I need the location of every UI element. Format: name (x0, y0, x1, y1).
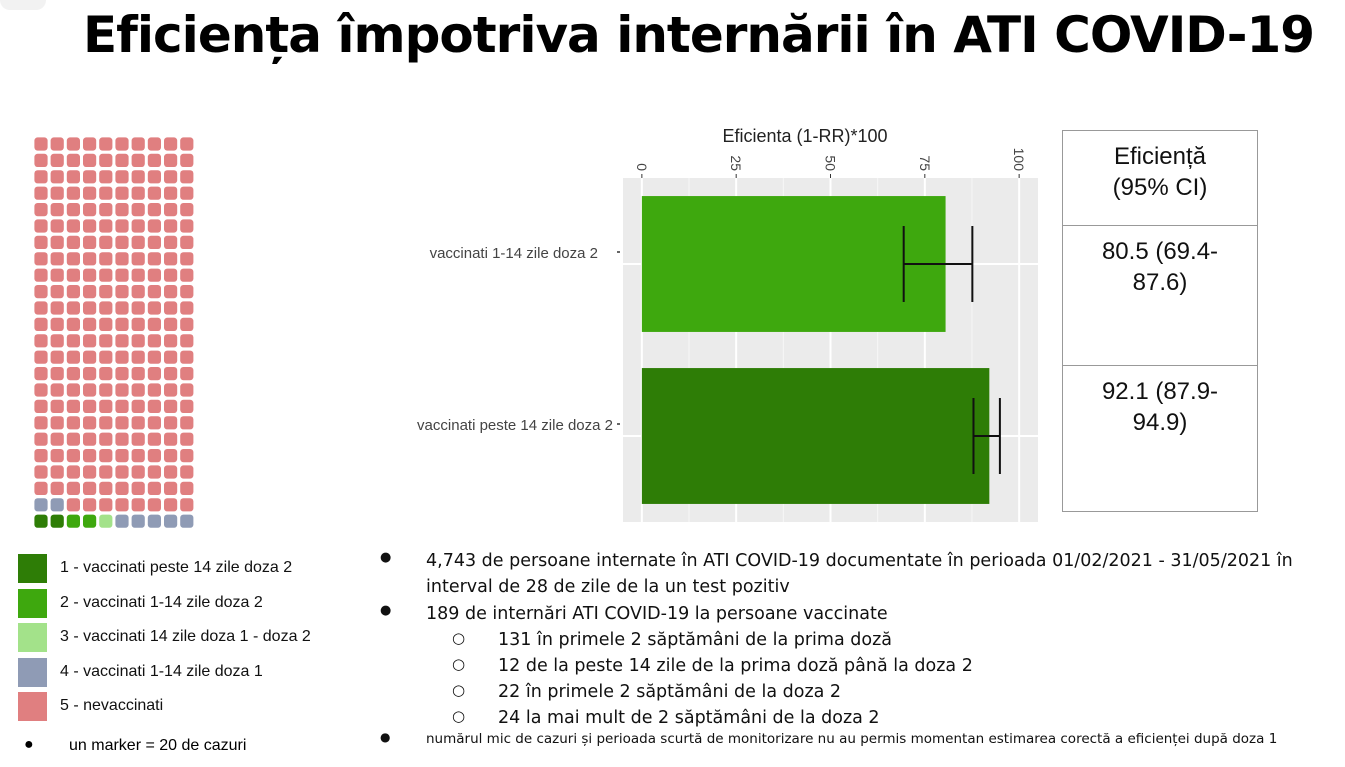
waffle-marker (132, 170, 145, 183)
legend-label: 2 - vaccinati 1-14 zile doza 2 (60, 593, 263, 611)
waffle-marker (180, 252, 193, 265)
waffle-marker (132, 400, 145, 413)
waffle-marker (148, 203, 161, 216)
waffle-marker (132, 383, 145, 396)
waffle-marker (132, 367, 145, 380)
waffle-marker (148, 187, 161, 200)
waffle-marker (180, 285, 193, 298)
waffle-marker (164, 301, 177, 314)
waffle-marker (148, 252, 161, 265)
waffle-marker (148, 482, 161, 495)
waffle-marker (164, 449, 177, 462)
waffle-marker (67, 351, 80, 364)
waffle-marker (180, 219, 193, 232)
waffle-marker (180, 187, 193, 200)
waffle-marker (115, 154, 128, 167)
waffle-marker (99, 498, 112, 511)
waffle-marker (83, 334, 96, 347)
waffle-marker (164, 433, 177, 446)
waffle-marker (132, 269, 145, 282)
legend-swatch (18, 554, 47, 583)
waffle-marker (180, 383, 193, 396)
waffle-marker (132, 482, 145, 495)
waffle-marker (148, 498, 161, 511)
waffle-marker (99, 449, 112, 462)
bar (642, 196, 946, 332)
waffle-marker (51, 334, 64, 347)
waffle-marker (180, 367, 193, 380)
waffle-marker (115, 449, 128, 462)
waffle-marker (34, 351, 47, 364)
waffle-marker (164, 367, 177, 380)
waffle-marker (83, 400, 96, 413)
waffle-marker (164, 482, 177, 495)
waffle-marker (67, 367, 80, 380)
waffle-marker (115, 236, 128, 249)
note-text (426, 729, 1277, 749)
waffle-marker (148, 433, 161, 446)
waffle-marker (34, 367, 47, 380)
waffle-marker (51, 285, 64, 298)
waffle-marker (67, 137, 80, 150)
waffle-marker (34, 416, 47, 429)
waffle-marker (51, 318, 64, 331)
waffle-marker (83, 449, 96, 462)
waffle-marker (164, 498, 177, 511)
note-text (426, 548, 1293, 600)
waffle-marker (148, 154, 161, 167)
waffle-marker (34, 269, 47, 282)
waffle-marker (67, 301, 80, 314)
waffle-marker (34, 482, 47, 495)
ci-table (1062, 130, 1258, 512)
waffle-marker (34, 252, 47, 265)
waffle-marker (115, 285, 128, 298)
waffle-marker (34, 318, 47, 331)
waffle-marker (34, 383, 47, 396)
waffle-marker (67, 515, 80, 528)
waffle-marker (132, 515, 145, 528)
waffle-marker (132, 236, 145, 249)
bullet-icon: ○ (452, 681, 466, 699)
waffle-marker (83, 170, 96, 183)
waffle-marker (34, 449, 47, 462)
waffle-marker (67, 252, 80, 265)
waffle-marker (83, 269, 96, 282)
waffle-marker (99, 236, 112, 249)
waffle-marker (99, 383, 112, 396)
waffle-marker (132, 498, 145, 511)
waffle-marker (67, 170, 80, 183)
waffle-marker (67, 383, 80, 396)
waffle-marker (132, 465, 145, 478)
waffle-marker (164, 203, 177, 216)
waffle-marker (83, 318, 96, 331)
waffle-marker (34, 515, 47, 528)
waffle-marker (180, 465, 193, 478)
note-line: 131 în primele 2 săptămâni de la prima doză (498, 630, 892, 650)
waffle-marker (148, 416, 161, 429)
waffle-marker (99, 170, 112, 183)
ci-table-value-2: 92.1 (87.9-94.9) (1101, 378, 1219, 436)
waffle-marker (164, 154, 177, 167)
waffle-marker (99, 400, 112, 413)
ci-table-header (1063, 131, 1258, 226)
y-tick-label: vaccinati 1-14 zile doza 2 (429, 245, 598, 262)
note-text (498, 679, 841, 705)
waffle-marker (83, 416, 96, 429)
waffle-marker (148, 170, 161, 183)
x-tick-label: 75 (916, 155, 933, 171)
waffle-marker (148, 367, 161, 380)
note-line: 22 în primele 2 săptămâni de la doza 2 (498, 682, 842, 702)
waffle-marker (51, 465, 64, 478)
waffle-marker (67, 269, 80, 282)
y-tick-label: vaccinati peste 14 zile doza 2 (417, 417, 613, 434)
waffle-marker (115, 416, 128, 429)
bar (642, 368, 989, 504)
x-tick-label: 100 (1011, 147, 1028, 171)
waffle-marker (164, 351, 177, 364)
waffle-marker (34, 465, 47, 478)
waffle-marker (51, 301, 64, 314)
waffle-marker (132, 318, 145, 331)
waffle-marker (34, 285, 47, 298)
waffle-marker (115, 515, 128, 528)
waffle-marker (132, 137, 145, 150)
waffle-marker (99, 351, 112, 364)
legend-label: 1 - vaccinati peste 14 zile doza 2 (60, 559, 293, 576)
waffle-marker (51, 187, 64, 200)
waffle-marker (148, 236, 161, 249)
x-tick-label: 50 (822, 155, 839, 171)
note-line: numărul mic de cazuri și perioada scurtă de monitorizare nu au permis momentan estimarea corectă a eficienței după doza 1 (426, 731, 1278, 747)
waffle-marker (180, 203, 193, 216)
page-title: Eficiența împotriva internării în ATI COVID-19 (83, 6, 1315, 64)
waffle-marker (83, 301, 96, 314)
waffle-marker (164, 252, 177, 265)
waffle-marker (67, 334, 80, 347)
waffle-marker (34, 236, 47, 249)
waffle-marker (67, 449, 80, 462)
waffle-marker (34, 170, 47, 183)
waffle-marker (132, 433, 145, 446)
bullet-icon: ○ (452, 655, 466, 673)
waffle-marker (51, 252, 64, 265)
waffle-marker (180, 318, 193, 331)
waffle-marker (99, 219, 112, 232)
waffle-marker (115, 318, 128, 331)
waffle-marker (115, 203, 128, 216)
waffle-marker (83, 137, 96, 150)
waffle-marker (164, 465, 177, 478)
waffle-marker (148, 334, 161, 347)
waffle-marker (99, 187, 112, 200)
waffle-marker (34, 219, 47, 232)
note-line: interval de 28 de zile de la un test pozitiv (426, 577, 790, 597)
waffle-marker (148, 318, 161, 331)
waffle-marker (115, 433, 128, 446)
waffle-marker (51, 515, 64, 528)
waffle-marker (148, 269, 161, 282)
waffle-marker (180, 269, 193, 282)
waffle-marker (180, 515, 193, 528)
waffle-marker (51, 170, 64, 183)
waffle-marker (83, 482, 96, 495)
waffle-marker (164, 137, 177, 150)
waffle-marker (83, 351, 96, 364)
waffle-marker (51, 367, 64, 380)
waffle-marker (115, 170, 128, 183)
waffle-marker (99, 416, 112, 429)
waffle-marker (99, 367, 112, 380)
waffle-marker (67, 203, 80, 216)
legend-swatch (18, 623, 47, 652)
waffle-marker (180, 236, 193, 249)
waffle-marker (148, 351, 161, 364)
waffle-marker (99, 269, 112, 282)
waffle-marker (115, 367, 128, 380)
waffle-marker (34, 400, 47, 413)
waffle-marker (99, 154, 112, 167)
waffle-marker (115, 301, 128, 314)
waffle-marker (148, 465, 161, 478)
waffle-marker (99, 137, 112, 150)
waffle-marker (51, 433, 64, 446)
waffle-marker (67, 416, 80, 429)
bullet-icon: ● (380, 550, 392, 565)
waffle-marker (83, 203, 96, 216)
ci-table-row (1063, 366, 1258, 512)
waffle-marker (164, 219, 177, 232)
waffle-marker (148, 515, 161, 528)
waffle-marker (180, 137, 193, 150)
waffle-marker (99, 301, 112, 314)
waffle-marker (83, 219, 96, 232)
waffle-marker (83, 433, 96, 446)
waffle-marker (148, 383, 161, 396)
waffle-marker (164, 170, 177, 183)
note-text (498, 627, 892, 653)
waffle-marker (99, 203, 112, 216)
waffle-marker (99, 433, 112, 446)
note-text (498, 653, 973, 679)
bullet-icon: ○ (452, 707, 466, 725)
x-tick-label: 0 (633, 163, 650, 171)
waffle-marker (83, 236, 96, 249)
waffle-marker (115, 400, 128, 413)
waffle-marker (164, 334, 177, 347)
waffle-marker (164, 515, 177, 528)
waffle-marker (99, 285, 112, 298)
waffle-marker (51, 498, 64, 511)
waffle-marker (115, 465, 128, 478)
waffle-marker (83, 465, 96, 478)
waffle-marker (132, 449, 145, 462)
waffle-marker (83, 367, 96, 380)
waffle-marker (132, 187, 145, 200)
legend-label: 3 - vaccinati 14 zile doza 1 - doza 2 (60, 628, 311, 646)
waffle-marker (67, 219, 80, 232)
bullet-icon: ● (24, 736, 34, 753)
waffle-marker (99, 334, 112, 347)
waffle-marker (67, 154, 80, 167)
legend-swatch (18, 692, 47, 721)
note-line: 24 la mai mult de 2 săptămâni de la doza 2 (498, 708, 880, 728)
waffle-marker (34, 498, 47, 511)
waffle-marker (180, 334, 193, 347)
waffle-marker (148, 301, 161, 314)
waffle-marker (51, 219, 64, 232)
waffle-marker (115, 219, 128, 232)
waffle-marker (51, 351, 64, 364)
waffle-marker (132, 301, 145, 314)
note-line: 189 de internări ATI COVID-19 la persoane vaccinate (426, 604, 888, 624)
waffle-marker (34, 433, 47, 446)
waffle-marker (83, 498, 96, 511)
ci-table-value-1: 80.5 (69.4-87.6) (1101, 238, 1219, 296)
waffle-marker (115, 383, 128, 396)
waffle-marker (51, 154, 64, 167)
bullet-icon: ● (380, 730, 391, 744)
waffle-marker (51, 203, 64, 216)
waffle-marker (148, 219, 161, 232)
waffle-marker (180, 351, 193, 364)
waffle-marker (115, 269, 128, 282)
waffle-marker (115, 334, 128, 347)
waffle-marker (148, 449, 161, 462)
waffle-marker (132, 334, 145, 347)
bullet-icon: ● (380, 603, 392, 618)
waffle-marker (34, 334, 47, 347)
waffle-marker (164, 318, 177, 331)
waffle-marker (83, 187, 96, 200)
waffle-marker (99, 515, 112, 528)
waffle-marker (67, 498, 80, 511)
waffle-marker (148, 137, 161, 150)
waffle-marker (83, 515, 96, 528)
waffle-marker (164, 236, 177, 249)
waffle-marker (99, 252, 112, 265)
note-text (498, 705, 880, 731)
waffle-marker (51, 400, 64, 413)
note-line: 4,743 de persoane internate în ATI COVID-19 documentate în perioada 01/02/2021 - 31/05/2021 în (426, 551, 1293, 571)
waffle-marker (164, 187, 177, 200)
waffle-marker (180, 449, 193, 462)
waffle-marker (180, 170, 193, 183)
waffle-marker (132, 351, 145, 364)
note-text (426, 601, 888, 627)
ci-table-row (1063, 226, 1258, 366)
waffle-marker (51, 416, 64, 429)
waffle-marker (164, 285, 177, 298)
waffle-marker (67, 465, 80, 478)
legend-label: 4 - vaccinati 1-14 zile doza 1 (60, 662, 263, 680)
waffle-marker (132, 252, 145, 265)
waffle-marker (132, 285, 145, 298)
waffle-marker (83, 252, 96, 265)
efficacy-bar-chart (380, 115, 1060, 535)
waffle-marker (51, 449, 64, 462)
waffle-marker (132, 416, 145, 429)
waffle-chart (0, 0, 210, 540)
waffle-marker (180, 400, 193, 413)
waffle-marker (180, 416, 193, 429)
waffle-marker (132, 203, 145, 216)
legend-label: 5 - nevaccinati (60, 697, 164, 715)
waffle-marker (99, 482, 112, 495)
legend-swatch (18, 658, 47, 687)
bullet-icon: ○ (452, 629, 466, 647)
waffle-marker (99, 318, 112, 331)
chart-title: Eficienta (1-RR)*100 (722, 126, 888, 146)
waffle-marker (51, 137, 64, 150)
waffle-marker (34, 154, 47, 167)
marker-note-text: un marker = 20 de cazuri (69, 737, 247, 754)
waffle-marker (34, 137, 47, 150)
waffle-marker (67, 433, 80, 446)
waffle-marker (164, 383, 177, 396)
waffle-marker (180, 482, 193, 495)
waffle-marker (67, 318, 80, 331)
waffle-marker (51, 383, 64, 396)
waffle-marker (83, 285, 96, 298)
waffle-marker (132, 154, 145, 167)
waffle-marker (115, 187, 128, 200)
waffle-marker (164, 416, 177, 429)
waffle-marker (115, 137, 128, 150)
waffle-marker (148, 285, 161, 298)
waffle-marker (51, 236, 64, 249)
ci-table-header-text: Eficiență (95% CI) (1112, 143, 1208, 201)
x-tick-label: 25 (728, 155, 745, 171)
waffle-marker (67, 482, 80, 495)
waffle-marker (34, 301, 47, 314)
waffle-marker (34, 187, 47, 200)
note-line: 12 de la peste 14 zile de la prima doză până la doza 2 (498, 656, 973, 676)
waffle-marker (115, 252, 128, 265)
waffle-marker (164, 269, 177, 282)
waffle-marker (148, 400, 161, 413)
waffle-marker (180, 301, 193, 314)
waffle-marker (99, 465, 112, 478)
waffle-marker (83, 154, 96, 167)
waffle-marker (67, 236, 80, 249)
waffle-marker (51, 269, 64, 282)
legend-swatch (18, 589, 47, 618)
waffle-marker (67, 400, 80, 413)
waffle-marker (180, 154, 193, 167)
waffle-marker (115, 351, 128, 364)
waffle-marker (83, 383, 96, 396)
waffle-marker (132, 219, 145, 232)
waffle-marker (115, 498, 128, 511)
waffle-marker (164, 400, 177, 413)
waffle-marker (180, 498, 193, 511)
waffle-marker (115, 482, 128, 495)
waffle-marker (67, 187, 80, 200)
waffle-marker (51, 482, 64, 495)
waffle-marker (34, 203, 47, 216)
waffle-marker (67, 285, 80, 298)
waffle-marker (180, 433, 193, 446)
